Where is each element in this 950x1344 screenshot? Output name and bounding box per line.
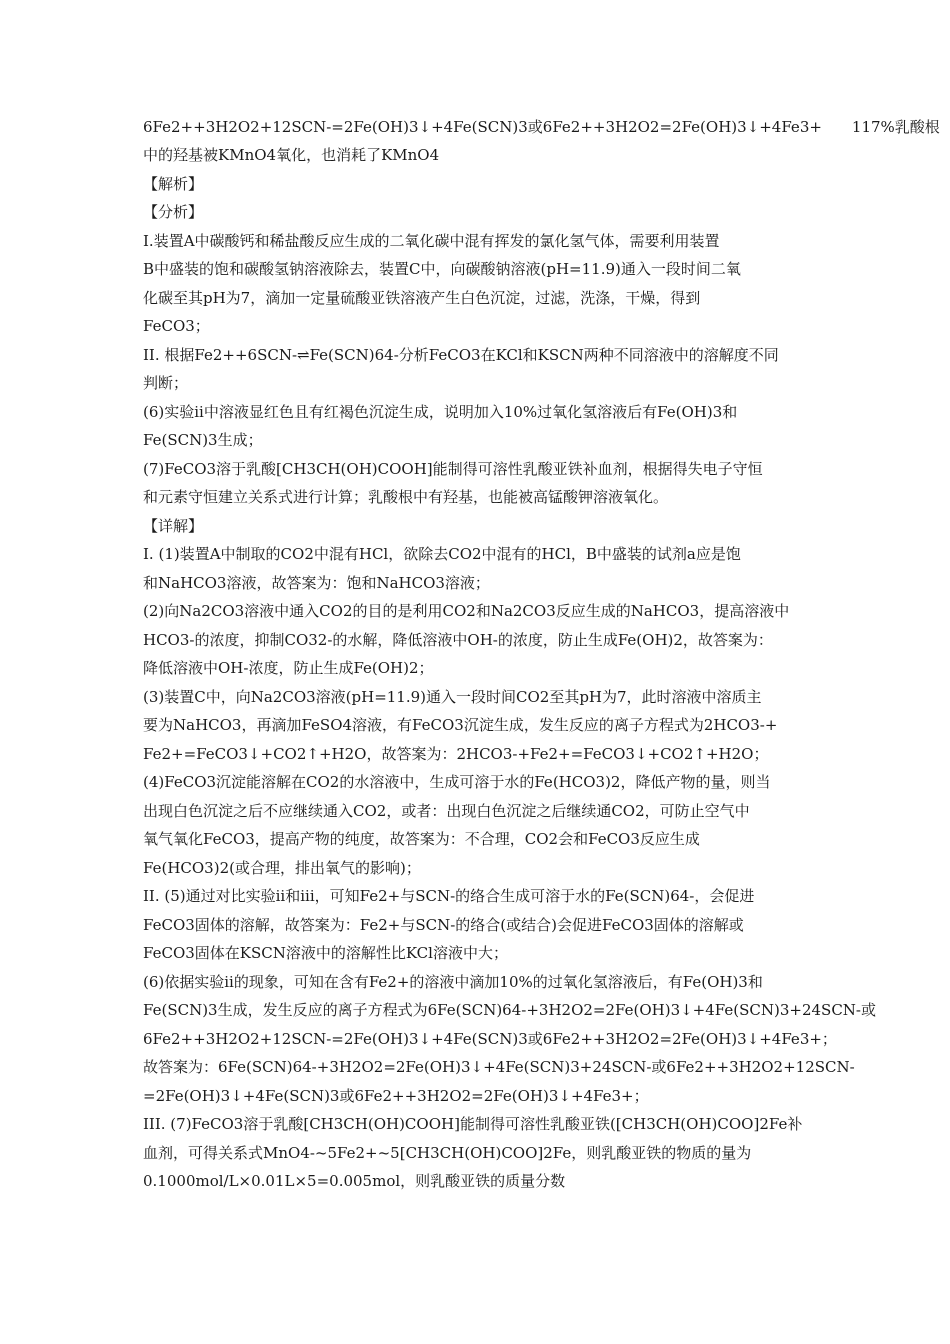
text-line: I. (1)装置A中制取的CO2中混有HCl，欲除去CO2中混有的HCl，B中盛装的试剂a应是饱 <box>143 545 741 563</box>
text-line: 出现白色沉淀之后不应继续通入CO2，或者：出现白色沉淀之后继续通CO2，可防止空气中 <box>143 802 750 820</box>
text-line: 6Fe2++3H2O2+12SCN-=2Fe(OH)3↓+4Fe(SCN)3或6Fe2++3H2O2=2Fe(OH)3↓+4Fe3+； <box>143 1030 837 1048</box>
section-heading: 【分析】 <box>143 203 204 221</box>
text-line: 化碳至其pH为7，滴加一定量硫酸亚铁溶液产生白色沉淀，过滤，洗涤，干燥，得到 <box>143 289 701 307</box>
text-line: FeCO3固体在KSCN溶液中的溶解性比KCl溶液中大； <box>143 944 508 962</box>
section-heading: 【解析】 <box>143 175 204 193</box>
text-line: 和元素守恒建立关系式进行计算；乳酸根中有羟基，也能被高锰酸钾溶液氧化。 <box>143 488 669 506</box>
text-line: II. 根据Fe2++6SCN-⇌Fe(SCN)64-分析FeCO3在KCl和KSCN两种不同溶液中的溶解度不同 <box>143 346 779 364</box>
text-line: B中盛装的饱和碳酸氢钠溶液除去，装置C中，向碳酸钠溶液(pH=11.9)通入一段时间二氧 <box>143 260 741 278</box>
text-line: 6Fe2++3H2O2+12SCN-=2Fe(OH)3↓+4Fe(SCN)3或6Fe2++3H2O2=2Fe(OH)3↓+4Fe3+ 117%乳酸根 <box>143 118 940 136</box>
text-line: HCO3-的浓度，抑制CO32-的水解，降低溶液中OH-的浓度，防止生成Fe(OH)2，故答案为： <box>143 631 773 649</box>
section-heading: 【详解】 <box>143 517 204 535</box>
text-line: 氧气氧化FeCO3，提高产物的纯度，故答案为：不合理，CO2会和FeCO3反应生成 <box>143 830 700 848</box>
text-line: Fe(SCN)3生成； <box>143 431 263 449</box>
text-line: I.装置A中碳酸钙和稀盐酸反应生成的二氧化碳中混有挥发的氯化氢气体，需要利用装置 <box>143 232 720 250</box>
text-line: 故答案为：6Fe(SCN)64-+3H2O2=2Fe(OH)3↓+4Fe(SCN)3+24SCN-或6Fe2++3H2O2+12SCN- <box>143 1058 855 1076</box>
text-line: 中的羟基被KMnO4氧化，也消耗了KMnO4 <box>143 146 440 164</box>
text-line: (6)依据实验ii的现象，可知在含有Fe2+的溶液中滴加10%的过氧化氢溶液后，有Fe(OH)3和 <box>143 973 763 991</box>
text-line: III. (7)FeCO3溶于乳酸[CH3CH(OH)COOH]能制得可溶性乳酸亚铁([CH3CH(OH)COO]2Fe补 <box>143 1115 803 1133</box>
text-line: FeCO3； <box>143 317 210 335</box>
text-line: II. (5)通过对比实验ii和iii，可知Fe2+与SCN-的络合生成可溶于水的Fe(SCN)64-，会促进 <box>143 887 755 905</box>
text-line: (7)FeCO3溶于乳酸[CH3CH(OH)COOH]能制得可溶性乳酸亚铁补血剂，根据得失电子守恒 <box>143 460 763 478</box>
text-line: 降低溶液中OH-浓度，防止生成Fe(OH)2； <box>143 659 434 677</box>
text-line: (2)向Na2CO3溶液中通入CO2的目的是利用CO2和Na2CO3反应生成的NaHCO3，提高溶液中 <box>143 602 790 620</box>
text-line: (4)FeCO3沉淀能溶解在CO2的水溶液中，生成可溶于水的Fe(HCO3)2，降低产物的量，则当 <box>143 773 771 791</box>
text-line: Fe(SCN)3生成，发生反应的离子方程式为6Fe(SCN)64-+3H2O2=2Fe(OH)3↓+4Fe(SCN)3+24SCN-或 <box>143 1001 876 1019</box>
text-line: 和NaHCO3溶液，故答案为：饱和NaHCO3溶液； <box>143 574 490 592</box>
text-line: Fe(HCO3)2(或合理，排出氧气的影响)； <box>143 859 421 877</box>
text-line: 血剂，可得关系式MnO4-~5Fe2+~5[CH3CH(OH)COO]2Fe，则乳酸亚铁的物质的量为 <box>143 1144 752 1162</box>
text-line: FeCO3固体的溶解，故答案为：Fe2+与SCN-的络合(或结合)会促进FeCO3固体的溶解或 <box>143 916 744 934</box>
text-line: (6)实验ii中溶液显红色且有红褐色沉淀生成，说明加入10%过氧化氢溶液后有Fe(OH)3和 <box>143 403 738 421</box>
text-line: 0.1000mol/L×0.01L×5=0.005mol，则乳酸亚铁的质量分数 <box>143 1172 566 1190</box>
text-line: 要为NaHCO3，再滴加FeSO4溶液，有FeCO3沉淀生成，发生反应的离子方程式为2HCO3-+ <box>143 716 778 734</box>
text-line: Fe2+=FeCO3↓+CO2↑+H2O，故答案为：2HCO3-+Fe2+=FeCO3↓+CO2↑+H2O； <box>143 745 769 763</box>
text-line: =2Fe(OH)3↓+4Fe(SCN)3或6Fe2++3H2O2=2Fe(OH)3↓+4Fe3+； <box>143 1087 649 1105</box>
text-line: 判断； <box>143 374 189 392</box>
text-line: (3)装置C中，向Na2CO3溶液(pH=11.9)通入一段时间CO2至其pH为7，此时溶液中溶质主 <box>143 688 762 706</box>
